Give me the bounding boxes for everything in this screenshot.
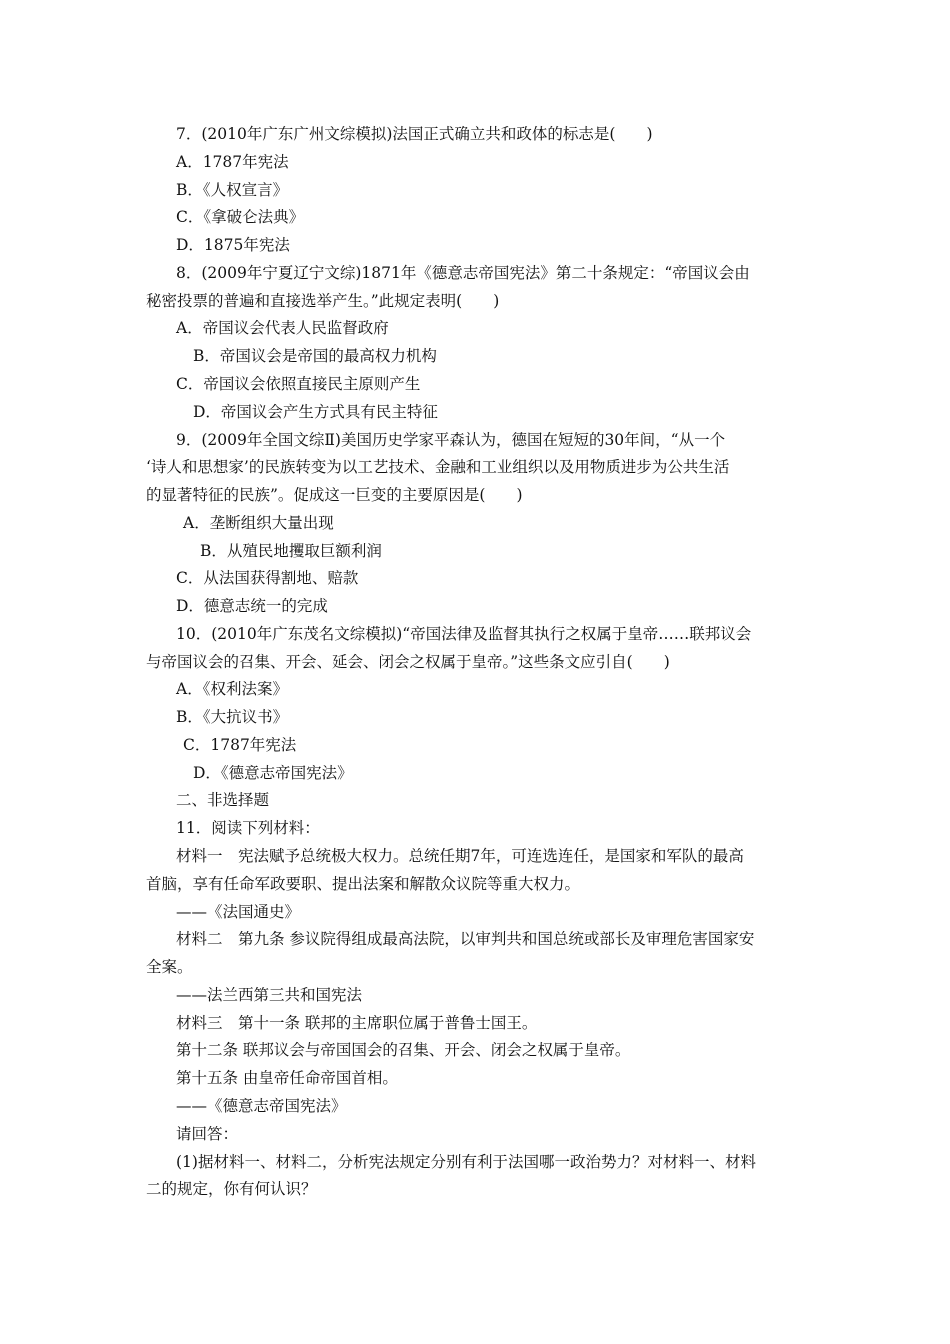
question-9-option-a: A．垄断组织大量出现 — [183, 514, 334, 532]
question-9-stem-line-2: ‘诗人和思想家’的民族转变为以工艺技术、金融和工业组织以及用物质进步为公共生活 — [146, 458, 730, 476]
question-8-option-a: A．帝国议会代表人民监督政府 — [176, 319, 389, 337]
material-3-source: ——《德意志帝国宪法》 — [176, 1097, 347, 1115]
question-7-option-c: C．《拿破仑法典》 — [176, 208, 305, 226]
question-7-option-d: D．1875年宪法 — [176, 236, 290, 254]
question-7-stem: 7．(2010年广东广州文综模拟)法国正式确立共和政体的标志是( ) — [176, 125, 653, 143]
question-10-option-a: A．《权利法案》 — [176, 680, 288, 698]
question-8-option-c: C．帝国议会依照直接民主原则产生 — [176, 375, 421, 393]
question-7-option-b: B．《人权宣言》 — [176, 181, 289, 199]
sub-question-1-line-1: (1)据材料一、材料二，分析宪法规定分别有利于法国哪一政治势力？对材料一、材料 — [176, 1153, 756, 1171]
section-heading: 二、非选择题 — [176, 791, 270, 809]
question-7-option-a: A．1787年宪法 — [176, 153, 289, 171]
question-10-stem-line-2: 与帝国议会的召集、开会、延会、闭会之权属于皇帝。”这些条文应引自( ) — [146, 653, 670, 671]
question-11-stem: 11．阅读下列材料： — [176, 819, 320, 837]
answer-prompt: 请回答： — [176, 1125, 239, 1143]
question-10-stem-line-1: 10．(2010年广东茂名文综模拟)“帝国法律及监督其执行之权属于皇帝……联邦议会 — [176, 625, 752, 643]
material-3-line-2: 第十二条 联邦议会与帝国国会的召集、开会、闭会之权属于皇帝。 — [176, 1041, 631, 1059]
material-2-line-1: 材料二 第九条 参议院得组成最高法院，以审判共和国总统或部长及审理危害国家安 — [176, 930, 755, 948]
question-9-option-b: B．从殖民地攫取巨额利润 — [200, 542, 382, 560]
material-1-source: ——《法国通史》 — [176, 903, 301, 921]
question-8-option-d: D．帝国议会产生方式具有民主特征 — [193, 403, 438, 421]
question-9-option-c: C．从法国获得割地、赔款 — [176, 569, 359, 587]
question-9-stem-line-3: 的显著特征的民族”。促成这一巨变的主要原因是( ) — [146, 486, 523, 504]
question-9-option-d: D．德意志统一的完成 — [176, 597, 328, 615]
material-2-source: ——法兰西第三共和国宪法 — [176, 986, 363, 1004]
question-9-stem-line-1: 9．(2009年全国文综Ⅱ)美国历史学家平森认为，德国在短短的30年间，“从一个 — [176, 431, 726, 449]
question-8-option-b: B．帝国议会是帝国的最高权力机构 — [193, 347, 437, 365]
material-3-line-3: 第十五条 由皇帝任命帝国首相。 — [176, 1069, 398, 1087]
material-3-line-1: 材料三 第十一条 联邦的主席职位属于普鲁士国王。 — [176, 1014, 538, 1032]
material-2-line-2: 全案。 — [146, 958, 193, 976]
question-10-option-c: C．1787年宪法 — [183, 736, 297, 754]
question-10-option-b: B．《大抗议书》 — [176, 708, 289, 726]
material-1-line-2: 首脑，享有任命军政要职、提出法案和解散众议院等重大权力。 — [146, 875, 581, 893]
question-8-stem-line-1: 8．(2009年宁夏辽宁文综)1871年《德意志帝国宪法》第二十条规定：“帝国议会由 — [176, 264, 750, 282]
question-8-stem-line-2: 秘密投票的普遍和直接选举产生。”此规定表明( ) — [146, 292, 500, 310]
sub-question-1-line-2: 二的规定，你有何认识？ — [146, 1180, 317, 1198]
question-10-option-d: D．《德意志帝国宪法》 — [193, 764, 353, 782]
material-1-line-1: 材料一 宪法赋予总统极大权力。总统任期7年，可连选连任，是国家和军队的最高 — [176, 847, 744, 865]
